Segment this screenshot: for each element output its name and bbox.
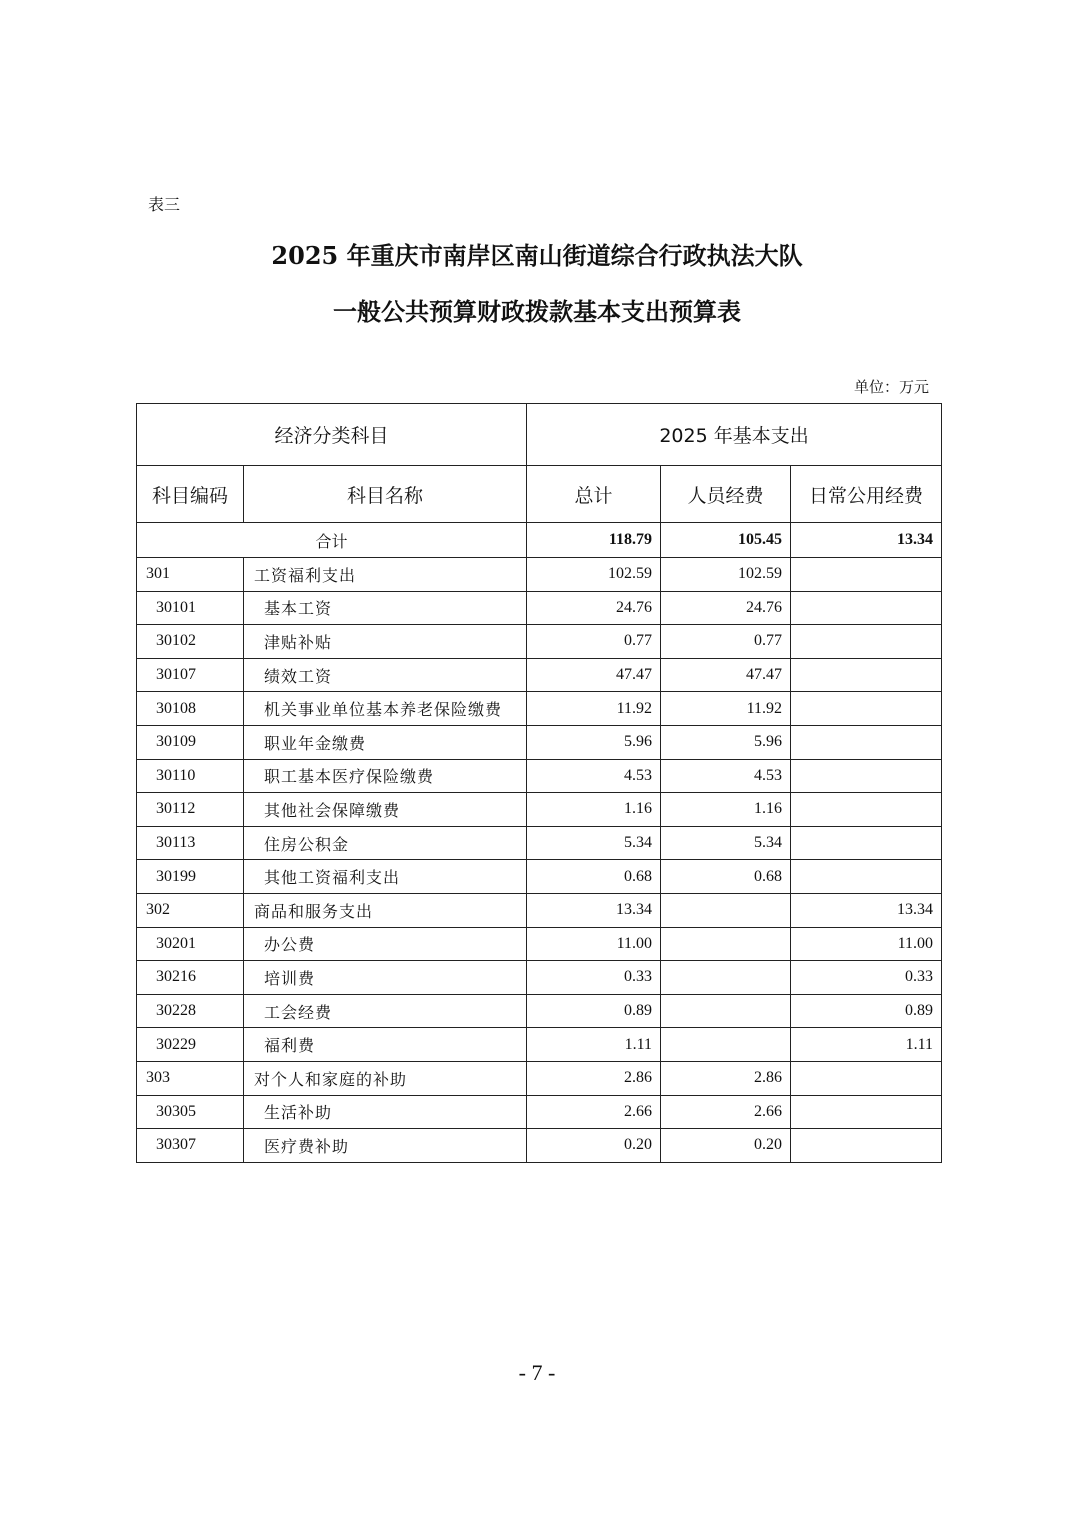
table-row xyxy=(137,725,942,759)
header-total: 总计 xyxy=(527,466,661,523)
row-name: 绩效工资 xyxy=(244,658,527,692)
row-personnel: 2.86 xyxy=(661,1061,791,1095)
row-code: 30110 xyxy=(137,759,244,793)
row-name: 办公费 xyxy=(244,927,527,961)
row-personnel xyxy=(661,927,791,961)
row-total: 2.66 xyxy=(527,1095,661,1129)
row-public xyxy=(791,1061,942,1095)
row-code: 30201 xyxy=(137,927,244,961)
table-row xyxy=(137,793,942,827)
table-row xyxy=(137,1028,942,1062)
row-personnel: 5.96 xyxy=(661,725,791,759)
budget-table xyxy=(136,403,942,1163)
row-code: 30112 xyxy=(137,793,244,827)
table-row xyxy=(137,927,942,961)
row-name: 津贴补贴 xyxy=(244,625,527,659)
row-total: 0.20 xyxy=(527,1129,661,1163)
row-total: 5.34 xyxy=(527,826,661,860)
row-total: 0.89 xyxy=(527,994,661,1028)
total-label: 合计 xyxy=(137,523,527,558)
unit-note: 单位：万元 xyxy=(853,378,929,396)
row-personnel xyxy=(661,994,791,1028)
table-row xyxy=(137,860,942,894)
table-row xyxy=(137,893,942,927)
table-label: 表三 xyxy=(148,195,181,214)
row-name: 培训费 xyxy=(244,961,527,995)
row-code: 30107 xyxy=(137,658,244,692)
table-row xyxy=(137,1129,942,1163)
row-total: 11.00 xyxy=(527,927,661,961)
row-total: 2.86 xyxy=(527,1061,661,1095)
row-total: 102.59 xyxy=(527,558,661,592)
row-name: 职工基本医疗保险缴费 xyxy=(244,759,527,793)
row-public xyxy=(791,591,942,625)
row-code: 30113 xyxy=(137,826,244,860)
row-public xyxy=(791,793,942,827)
row-public xyxy=(791,1129,942,1163)
row-public xyxy=(791,658,942,692)
row-code: 30229 xyxy=(137,1028,244,1062)
row-personnel: 0.20 xyxy=(661,1129,791,1163)
page-number: - 7 - xyxy=(518,1360,556,1385)
row-name: 住房公积金 xyxy=(244,826,527,860)
row-total: 4.53 xyxy=(527,759,661,793)
row-personnel: 0.68 xyxy=(661,860,791,894)
row-public xyxy=(791,826,942,860)
row-public xyxy=(791,692,942,726)
row-total: 11.92 xyxy=(527,692,661,726)
row-public xyxy=(791,1095,942,1129)
row-name: 基本工资 xyxy=(244,591,527,625)
header-basic-expenditure: 2025 年基本支出 xyxy=(527,404,942,466)
document-subtitle: 一般公共预算财政拨款基本支出预算表 xyxy=(333,297,741,326)
table-row xyxy=(137,658,942,692)
header-personnel: 人员经费 xyxy=(661,466,791,523)
row-personnel xyxy=(661,1028,791,1062)
row-personnel xyxy=(661,893,791,927)
row-total: 13.34 xyxy=(527,893,661,927)
row-total: 1.16 xyxy=(527,793,661,827)
row-name: 生活补助 xyxy=(244,1095,527,1129)
row-total: 0.77 xyxy=(527,625,661,659)
header-public: 日常公用经费 xyxy=(791,466,942,523)
table-row xyxy=(137,692,942,726)
row-name: 工会经费 xyxy=(244,994,527,1028)
row-name: 对个人和家庭的补助 xyxy=(244,1061,527,1095)
row-total: 0.68 xyxy=(527,860,661,894)
total-personnel: 105.45 xyxy=(661,523,791,558)
row-total: 1.11 xyxy=(527,1028,661,1062)
row-code: 30101 xyxy=(137,591,244,625)
header-economic-category: 经济分类科目 xyxy=(137,404,527,466)
row-public xyxy=(791,625,942,659)
row-name: 其他社会保障缴费 xyxy=(244,793,527,827)
row-personnel: 24.76 xyxy=(661,591,791,625)
total-row xyxy=(137,523,942,558)
row-code: 30228 xyxy=(137,994,244,1028)
row-name: 职业年金缴费 xyxy=(244,725,527,759)
table-row xyxy=(137,826,942,860)
row-code: 30199 xyxy=(137,860,244,894)
header-row xyxy=(137,466,942,523)
total-public: 13.34 xyxy=(791,523,942,558)
row-code: 302 xyxy=(137,893,244,927)
row-public: 0.89 xyxy=(791,994,942,1028)
table-row xyxy=(137,759,942,793)
row-name: 商品和服务支出 xyxy=(244,893,527,927)
row-personnel: 47.47 xyxy=(661,658,791,692)
table-row xyxy=(137,961,942,995)
row-personnel: 0.77 xyxy=(661,625,791,659)
row-name: 工资福利支出 xyxy=(244,558,527,592)
header-code: 科目编码 xyxy=(137,466,244,523)
row-personnel xyxy=(661,961,791,995)
row-code: 30102 xyxy=(137,625,244,659)
row-personnel: 11.92 xyxy=(661,692,791,726)
row-code: 30216 xyxy=(137,961,244,995)
row-public: 0.33 xyxy=(791,961,942,995)
table-row xyxy=(137,994,942,1028)
row-public: 1.11 xyxy=(791,1028,942,1062)
table-row xyxy=(137,591,942,625)
row-code: 30108 xyxy=(137,692,244,726)
row-name: 机关事业单位基本养老保险缴费 xyxy=(244,692,527,726)
row-public xyxy=(791,558,942,592)
row-public xyxy=(791,759,942,793)
row-code: 30307 xyxy=(137,1129,244,1163)
row-code: 30109 xyxy=(137,725,244,759)
header-group-row xyxy=(137,404,942,466)
row-total: 24.76 xyxy=(527,591,661,625)
row-personnel: 5.34 xyxy=(661,826,791,860)
row-public xyxy=(791,860,942,894)
document-title: 2025 年重庆市南岸区南山街道综合行政执法大队 xyxy=(271,241,803,270)
table-row xyxy=(137,558,942,592)
row-personnel: 102.59 xyxy=(661,558,791,592)
row-name: 福利费 xyxy=(244,1028,527,1062)
row-code: 301 xyxy=(137,558,244,592)
total-total: 118.79 xyxy=(527,523,661,558)
table-row xyxy=(137,1061,942,1095)
row-personnel: 4.53 xyxy=(661,759,791,793)
row-name: 其他工资福利支出 xyxy=(244,860,527,894)
row-personnel: 2.66 xyxy=(661,1095,791,1129)
header-name: 科目名称 xyxy=(244,466,527,523)
row-total: 5.96 xyxy=(527,725,661,759)
row-code: 30305 xyxy=(137,1095,244,1129)
row-total: 47.47 xyxy=(527,658,661,692)
table-row xyxy=(137,1095,942,1129)
row-code: 303 xyxy=(137,1061,244,1095)
table-row xyxy=(137,625,942,659)
row-public: 13.34 xyxy=(791,893,942,927)
row-public xyxy=(791,725,942,759)
row-public: 11.00 xyxy=(791,927,942,961)
row-name: 医疗费补助 xyxy=(244,1129,527,1163)
row-total: 0.33 xyxy=(527,961,661,995)
row-personnel: 1.16 xyxy=(661,793,791,827)
